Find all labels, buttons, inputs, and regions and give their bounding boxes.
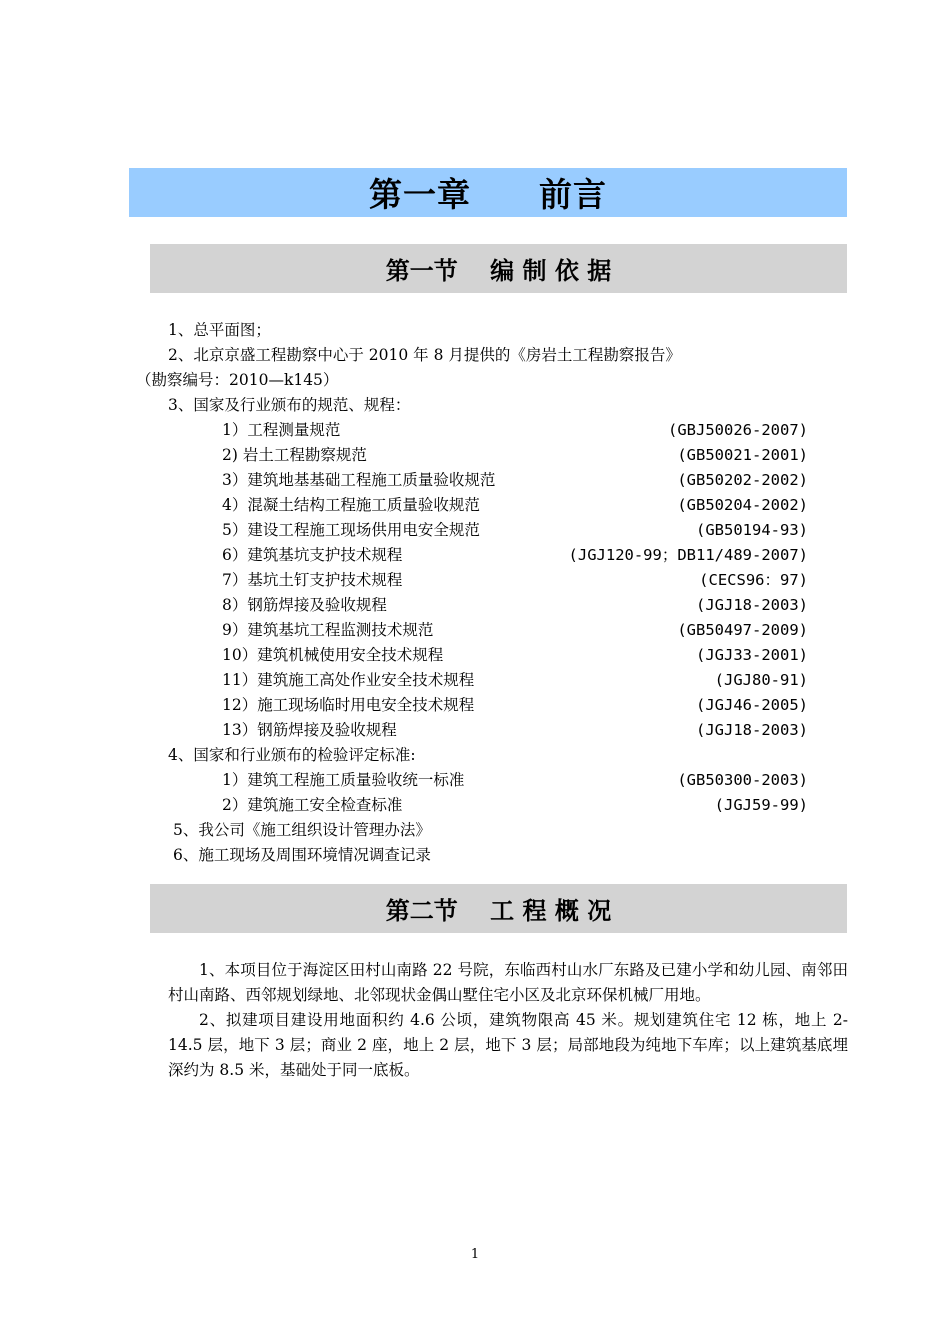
spec-code: (JGJ33-2001) bbox=[696, 646, 808, 664]
chapter-title: 第一章 前言 bbox=[369, 175, 607, 214]
spec-code: (GB50497-2009) bbox=[677, 621, 808, 639]
page-number: 1 bbox=[470, 1247, 480, 1262]
spec-code: (JGJ18-2003) bbox=[696, 721, 808, 739]
basis-item-1: 1、总平面图； bbox=[168, 321, 271, 339]
section2-title: 第二节 工 程 概 况 bbox=[385, 897, 612, 925]
spec-code: (JGJ80-91) bbox=[714, 671, 808, 689]
chapter-title-bar bbox=[129, 168, 847, 217]
spec-name: 1）工程测量规范 bbox=[222, 421, 341, 439]
basis-item-4: 4、国家和行业颁布的检验评定标准: bbox=[168, 746, 416, 764]
overview-text bbox=[168, 958, 848, 1083]
spec-name: 12）施工现场临时用电安全技术规程 bbox=[222, 696, 475, 714]
spec-code: (GB50202-2002) bbox=[677, 471, 808, 489]
basis-item-3: 3、国家及行业颁布的规范、规程： bbox=[168, 396, 411, 414]
basis-item-2-cont: （勘察编号：2010—k145） bbox=[136, 371, 339, 389]
spec-name: 5）建设工程施工现场供用电安全规范 bbox=[222, 521, 480, 539]
spec-name: 10）建筑机械使用安全技术规程 bbox=[222, 646, 444, 664]
spec-code: (JGJ46-2005) bbox=[696, 696, 808, 714]
standard-code: (JGJ59-99) bbox=[714, 796, 808, 814]
spec-code: (GBJ50026-2007) bbox=[668, 421, 808, 439]
spec-code: (CECS96：97) bbox=[699, 571, 808, 589]
spec-name: 9）建筑基坑工程监测技术规范 bbox=[222, 621, 434, 639]
basis-item-6: 6、施工现场及周围环境情况调查记录 bbox=[173, 846, 431, 864]
section2-title-bar bbox=[150, 884, 847, 933]
spec-name: 2) 岩土工程勘察规范 bbox=[222, 446, 367, 464]
spec-code: (GB50204-2002) bbox=[677, 496, 808, 514]
standard-name: 1）建筑工程施工质量验收统一标准 bbox=[222, 771, 465, 789]
spec-code: (GB50021-2001) bbox=[677, 446, 808, 464]
spec-code: (JGJ120-99；DB11/489-2007) bbox=[568, 546, 808, 564]
spec-name: 6）建筑基坑支护技术规程 bbox=[222, 546, 403, 564]
overview-paragraph-2: 2、拟建项目建设用地面积约 4.6 公顷，建筑物限高 45 米。规划建筑住宅 12 栋，地上 2-14.5 层，地下 3 层；商业 2 座，地上 2 层，地下 3 层；局部地段为纯地下车库；以上建筑基底埋深约为 8.5 米，基础处于同一底板。 bbox=[168, 1011, 848, 1079]
basis-item-2: 2、北京京盛工程勘察中心于 2010 年 8 月提供的《房岩土工程勘察报告》 bbox=[168, 346, 681, 364]
spec-name: 4）混凝土结构工程施工质量验收规范 bbox=[222, 496, 480, 514]
spec-code: (GB50194-93) bbox=[696, 521, 808, 539]
overview-paragraph-1: 1、本项目位于海淀区田村山南路 22 号院，东临西村山水厂东路及已建小学和幼儿园、南邻田村山南路、西邻规划绿地、北邻现状金偶山墅住宅小区及北京环保机械厂用地。 bbox=[168, 961, 848, 1004]
section1-title-bar bbox=[150, 244, 847, 293]
standard-name: 2）建筑施工安全检查标准 bbox=[222, 796, 403, 814]
spec-name: 7）基坑土钉支护技术规程 bbox=[222, 571, 403, 589]
spec-name: 13）钢筋焊接及验收规程 bbox=[222, 721, 397, 739]
spec-name: 11）建筑施工高处作业安全技术规程 bbox=[222, 671, 475, 689]
spec-code: (JGJ18-2003) bbox=[696, 596, 808, 614]
spec-name: 8）钢筋焊接及验收规程 bbox=[222, 596, 387, 614]
section1-title: 第一节 编 制 依 据 bbox=[385, 257, 612, 285]
basis-item-5: 5、我公司《施工组织设计管理办法》 bbox=[173, 821, 431, 839]
standard-code: (GB50300-2003) bbox=[677, 771, 808, 789]
spec-name: 3）建筑地基基础工程施工质量验收规范 bbox=[222, 471, 496, 489]
